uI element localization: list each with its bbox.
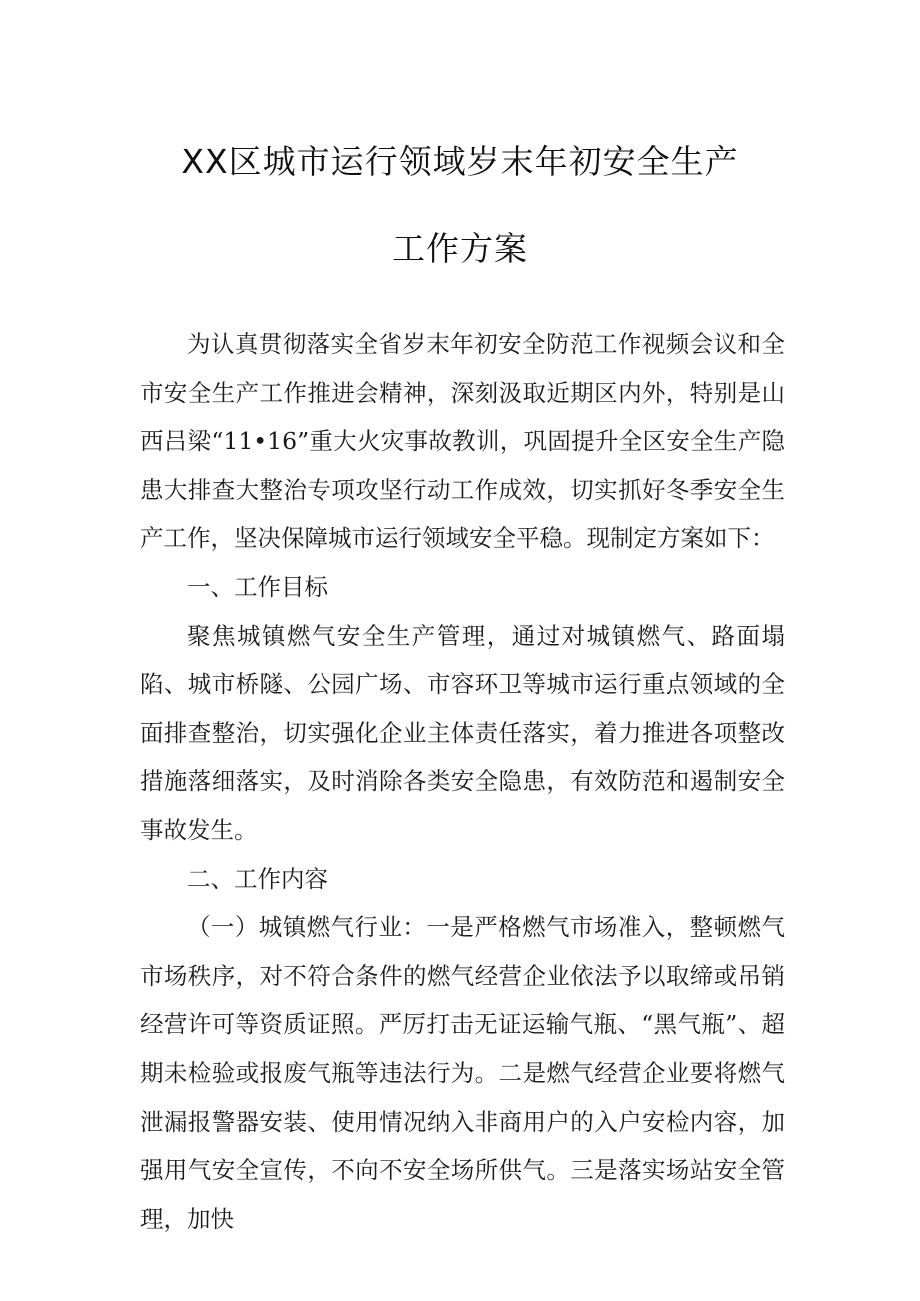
- section-heading-content: 二、工作内容: [187, 864, 328, 893]
- gas-industry-paragraph: （一）城镇燃气行业：一是严格燃气市场准入，整顿燃气市场秩序，对不符合条件的燃气经营企业依法予以取缔或吊销经营许可等资质证照。严厉打击无证运输气瓶、“黑气瓶”、超期未检验或报废气瓶等违法行为。二是燃气经营企业要将燃气泄漏报警器安装、使用情况纳入非商用户的入户安检内容，加强用气安全宣传，不向不安全场所供气。三是落实场站安全管理，加快: [140, 913, 785, 1233]
- goals-paragraph: 聚焦城镇燃气安全生产管理，通过对城镇燃气、路面塌陷、城市桥隧、公园广场、市容环卫等城市运行重点领域的全面排查整治，切实强化企业主体责任落实，着力推进各项整改措施落细落实，及时消除各类安全隐患，有效防范和遏制安全事故发生。: [140, 621, 785, 844]
- document-title-line-2: 工作方案: [392, 229, 528, 268]
- intro-paragraph: 为认真贯彻落实全省岁末年初安全防范工作视频会议和全市安全生产工作推进会精神，深刻汲取近期区内外，特别是山西吕梁“11•16”重大火灾事故教训，巩固提升全区安全生产隐患大排查大整治专项攻坚行动工作成效，切实抓好冬季安全生产工作，坚决保障城市运行领域安全平稳。现制定方案如下：: [140, 330, 785, 553]
- section-heading-goals: 一、工作目标: [187, 572, 328, 601]
- document-title-line-1: XX区城市运行领域岁末年初安全生产: [181, 142, 739, 181]
- document-body: [140, 320, 785, 1243]
